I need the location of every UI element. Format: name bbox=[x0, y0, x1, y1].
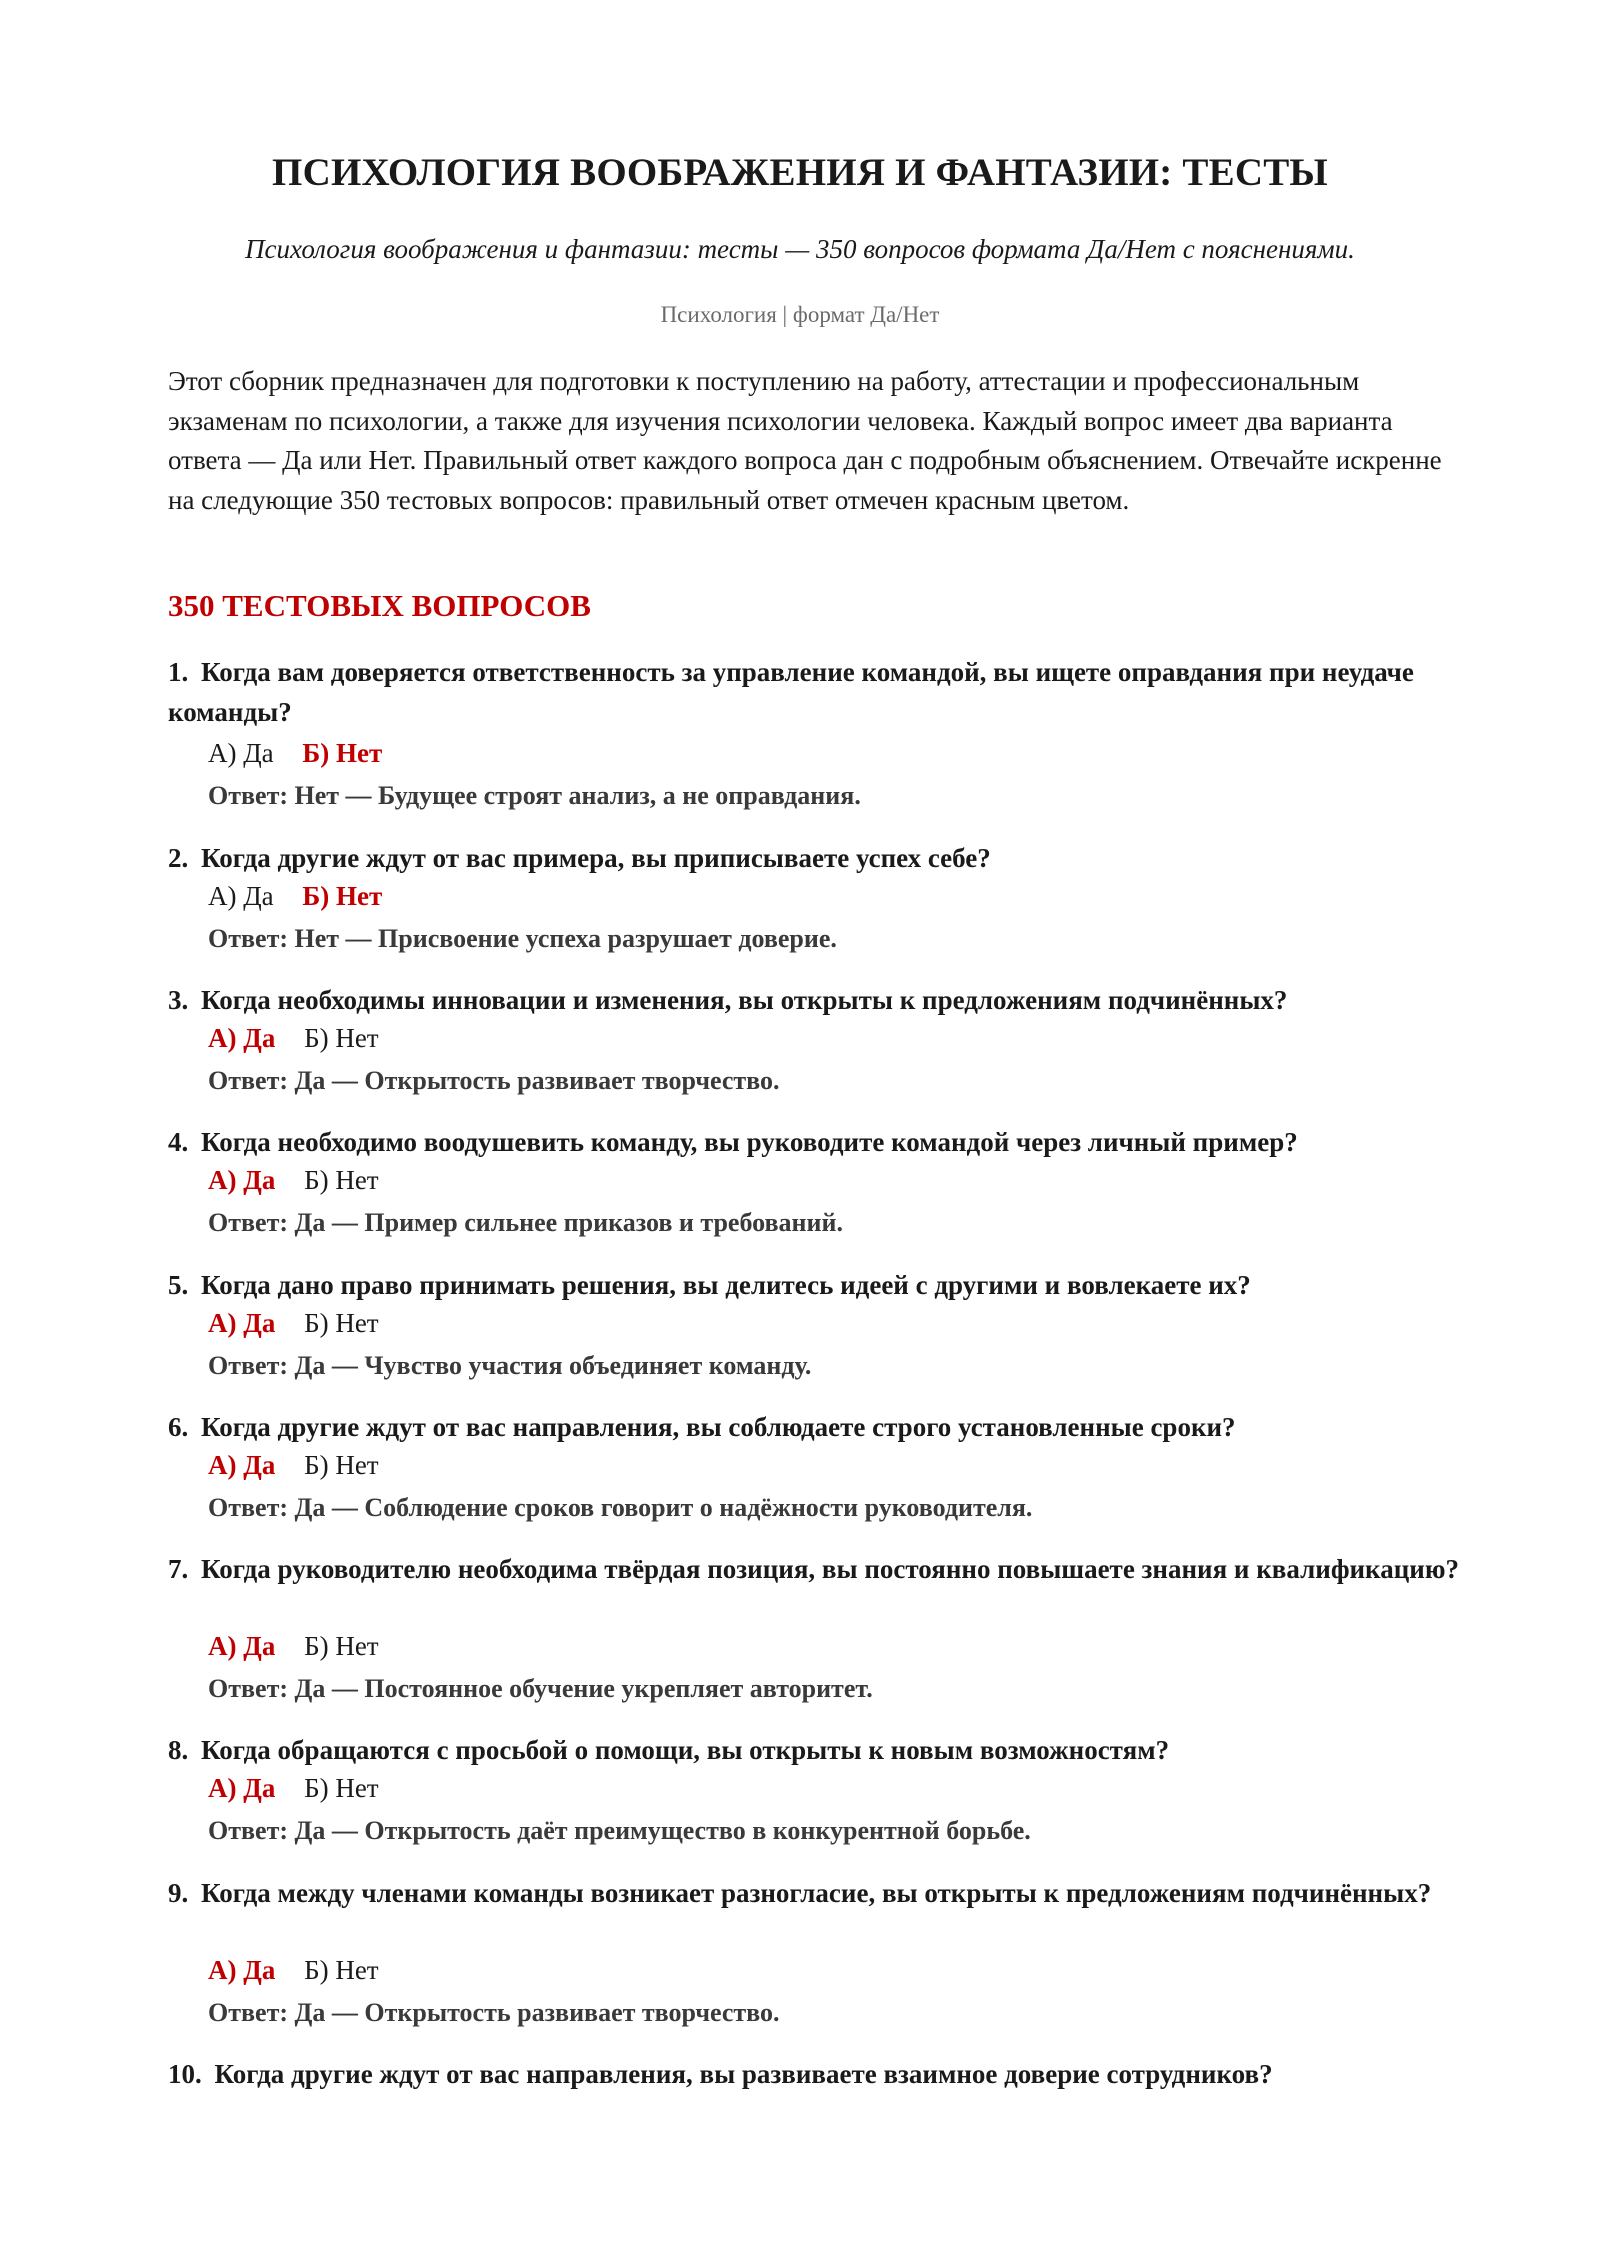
option-b-correct[interactable]: Б) Нет bbox=[302, 881, 383, 911]
question-7-answer: Ответ: Да — Постоянное обучение укрепляет авторитет. bbox=[208, 1674, 873, 1703]
option-b[interactable]: Б) Нет bbox=[304, 1450, 379, 1480]
option-b-correct[interactable]: Б) Нет bbox=[302, 738, 383, 768]
question-9 bbox=[168, 1873, 1468, 1913]
option-b[interactable]: Б) Нет bbox=[304, 1955, 379, 1985]
document-title: ПСИХОЛОГИЯ ВООБРАЖЕНИЯ И ФАНТАЗИИ: ТЕСТЫ bbox=[272, 151, 1328, 194]
question-7-options bbox=[208, 1631, 401, 1662]
question-number: 9. bbox=[168, 1878, 189, 1908]
option-a-correct[interactable]: А) Да bbox=[208, 1165, 276, 1195]
option-a-correct[interactable]: А) Да bbox=[208, 1955, 276, 1985]
question-text: Когда дано право принимать решения, вы делитесь идеей с другими и вовлекаете их? bbox=[201, 1270, 1251, 1300]
question-4-answer: Ответ: Да — Пример сильнее приказов и требований. bbox=[208, 1208, 843, 1237]
question-4 bbox=[168, 1122, 1468, 1162]
question-1 bbox=[168, 652, 1468, 732]
question-text: Когда необходимы инновации и изменения, вы открыты к предложениям подчинённых? bbox=[201, 985, 1288, 1015]
question-number: 4. bbox=[168, 1127, 189, 1157]
intro-paragraph: Этот сборник предназначен для подготовки к поступлению на работу, аттестации и профессиональным экзаменам по психологии, а также для изучения психологии человека. Каждый вопрос имеет два варианта ответа — Да или Нет. Правильный ответ каждого вопроса дан с подробным объяснением. Отвечайте искренне на следующие 350 тестовых вопросов: правильный ответ отмечен красным цветом. bbox=[168, 366, 1442, 515]
question-number: 1. bbox=[168, 657, 189, 687]
question-text: Когда между членами команды возникает разногласие, вы открыты к предложениям подчинённых? bbox=[201, 1878, 1432, 1908]
question-4-options bbox=[208, 1165, 401, 1196]
option-b[interactable]: Б) Нет bbox=[304, 1023, 379, 1053]
question-number: 7. bbox=[168, 1554, 189, 1584]
option-b[interactable]: Б) Нет bbox=[304, 1631, 379, 1661]
option-a-correct[interactable]: А) Да bbox=[208, 1631, 276, 1661]
question-8 bbox=[168, 1730, 1468, 1770]
question-text: Когда руководителю необходима твёрдая позиция, вы постоянно повышаете знания и квалификацию? bbox=[201, 1554, 1459, 1584]
question-number: 8. bbox=[168, 1735, 189, 1765]
question-8-answer: Ответ: Да — Открытость даёт преимущество в конкурентной борьбе. bbox=[208, 1816, 1031, 1845]
option-a[interactable]: А) Да bbox=[208, 881, 274, 911]
option-a[interactable]: А) Да bbox=[208, 738, 274, 768]
question-number: 6. bbox=[168, 1412, 189, 1442]
question-2 bbox=[168, 838, 1468, 878]
question-6 bbox=[168, 1407, 1468, 1447]
option-a-correct[interactable]: А) Да bbox=[208, 1450, 276, 1480]
question-text: Когда другие ждут от вас направления, вы развиваете взаимное доверие сотрудников? bbox=[214, 2059, 1273, 2089]
question-5-options bbox=[208, 1308, 401, 1339]
question-3-options bbox=[208, 1023, 401, 1054]
question-7 bbox=[168, 1549, 1468, 1589]
question-1-options bbox=[208, 738, 404, 769]
question-2-options bbox=[208, 881, 404, 912]
question-9-answer: Ответ: Да — Открытость развивает творчество. bbox=[208, 1998, 780, 2027]
question-number: 5. bbox=[168, 1270, 189, 1300]
question-2-answer: Ответ: Нет — Присвоение успеха разрушает доверие. bbox=[208, 924, 837, 953]
question-8-options bbox=[208, 1773, 401, 1804]
option-a-correct[interactable]: А) Да bbox=[208, 1773, 276, 1803]
question-text: Когда необходимо воодушевить команду, вы руководите командой через личный пример? bbox=[201, 1127, 1298, 1157]
question-text: Когда вам доверяется ответственность за управление командой, вы ищете оправдания при неудаче команды? bbox=[168, 657, 1414, 727]
question-1-answer: Ответ: Нет — Будущее строят анализ, а не оправдания. bbox=[208, 781, 861, 810]
question-10 bbox=[168, 2054, 1468, 2094]
question-9-options bbox=[208, 1955, 401, 1986]
question-text: Когда обращаются с просьбой о помощи, вы открыты к новым возможностям? bbox=[201, 1735, 1170, 1765]
document-subtitle: Психология воображения и фантазии: тесты — 350 вопросов формата Да/Нет с пояснениями. bbox=[245, 234, 1355, 264]
question-text: Когда другие ждут от вас примера, вы приписываете успех себе? bbox=[201, 843, 991, 873]
section-heading: 350 ТЕСТОВЫХ ВОПРОСОВ bbox=[168, 588, 591, 623]
question-3-answer: Ответ: Да — Открытость развивает творчество. bbox=[208, 1066, 780, 1095]
option-a-correct[interactable]: А) Да bbox=[208, 1023, 276, 1053]
question-5-answer: Ответ: Да — Чувство участия объединяет команду. bbox=[208, 1351, 812, 1380]
option-b[interactable]: Б) Нет bbox=[304, 1308, 379, 1338]
question-number: 2. bbox=[168, 843, 189, 873]
question-5 bbox=[168, 1265, 1468, 1305]
option-b[interactable]: Б) Нет bbox=[304, 1165, 379, 1195]
question-6-answer: Ответ: Да — Соблюдение сроков говорит о надёжности руководителя. bbox=[208, 1493, 1033, 1522]
question-number: 10. bbox=[168, 2059, 202, 2089]
question-text: Когда другие ждут от вас направления, вы соблюдаете строго установленные сроки? bbox=[201, 1412, 1236, 1442]
option-b[interactable]: Б) Нет bbox=[304, 1773, 379, 1803]
document-meta: Психология | формат Да/Нет bbox=[660, 302, 940, 327]
question-3 bbox=[168, 980, 1468, 1020]
question-number: 3. bbox=[168, 985, 189, 1015]
question-6-options bbox=[208, 1450, 401, 1481]
option-a-correct[interactable]: А) Да bbox=[208, 1308, 276, 1338]
